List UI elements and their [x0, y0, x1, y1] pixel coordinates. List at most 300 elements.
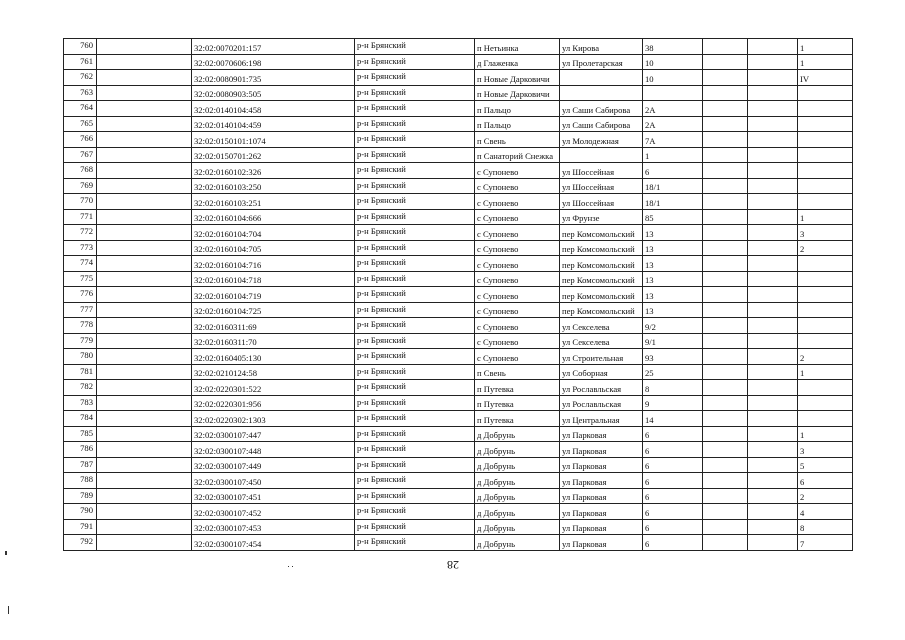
settlement: с Супонево [475, 194, 560, 210]
empty-cell [748, 535, 798, 551]
house-number: 6 [643, 426, 703, 442]
empty-cell [748, 240, 798, 256]
empty-cell [97, 54, 192, 70]
cadastral-number: 32:02:0160104:719 [192, 287, 355, 303]
settlement: п Свень [475, 132, 560, 148]
table-row [64, 318, 853, 334]
apartment-number [798, 256, 853, 272]
street: пер Комсомольский [560, 271, 643, 287]
house-number: 6 [643, 504, 703, 520]
house-number: 13 [643, 271, 703, 287]
row-number: 781 [64, 364, 97, 380]
street: пер Комсомольский [560, 287, 643, 303]
settlement: с Супонево [475, 240, 560, 256]
empty-cell [703, 287, 748, 303]
empty-cell [703, 147, 748, 163]
empty-cell [97, 504, 192, 520]
house-number: 9/1 [643, 333, 703, 349]
cadastral-number: 32:02:0150701:262 [192, 147, 355, 163]
apartment-number [798, 132, 853, 148]
empty-cell [703, 225, 748, 241]
house-number: 6 [643, 457, 703, 473]
empty-cell [97, 349, 192, 365]
table-row [64, 380, 853, 396]
cadastral-number: 32:02:0300107:453 [192, 519, 355, 535]
street: ул Саши Сабирова [560, 116, 643, 132]
street: ул Парковая [560, 535, 643, 551]
empty-cell [748, 395, 798, 411]
street: ул Парковая [560, 519, 643, 535]
cadastral-number: 32:02:0160104:718 [192, 271, 355, 287]
district: р-н Брянский [355, 380, 475, 396]
house-number: 10 [643, 70, 703, 86]
house-number: 18/1 [643, 178, 703, 194]
empty-cell [748, 271, 798, 287]
cadastral-number: 32:02:0080903:505 [192, 85, 355, 101]
street [560, 85, 643, 101]
district: р-н Брянский [355, 271, 475, 287]
cadastral-number: 32:02:0140104:459 [192, 116, 355, 132]
apartment-number: 1 [798, 54, 853, 70]
street: пер Комсомольский [560, 240, 643, 256]
house-number: 13 [643, 256, 703, 272]
district: р-н Брянский [355, 85, 475, 101]
apartment-number: 1 [798, 209, 853, 225]
empty-cell [748, 163, 798, 179]
empty-cell [748, 194, 798, 210]
cadastral-number: 32:02:0220301:956 [192, 395, 355, 411]
street: ул Парковая [560, 426, 643, 442]
settlement: д Добрунь [475, 426, 560, 442]
empty-cell [703, 194, 748, 210]
apartment-number: 1 [798, 39, 853, 55]
table-row [64, 163, 853, 179]
apartment-number: 2 [798, 240, 853, 256]
empty-cell [748, 411, 798, 427]
street: ул Молодежная [560, 132, 643, 148]
empty-cell [97, 70, 192, 86]
district: р-н Брянский [355, 240, 475, 256]
cadastral-number: 32:02:0300107:450 [192, 473, 355, 489]
street: ул Соборная [560, 364, 643, 380]
house-number: 18/1 [643, 194, 703, 210]
house-number: 6 [643, 163, 703, 179]
empty-cell [703, 70, 748, 86]
table-row [64, 426, 853, 442]
house-number: 6 [643, 535, 703, 551]
cadastral-number: 32:02:0300107:448 [192, 442, 355, 458]
empty-cell [703, 240, 748, 256]
street: ул Шоссейная [560, 163, 643, 179]
table-row [64, 54, 853, 70]
street: ул Парковая [560, 457, 643, 473]
apartment-number: 4 [798, 504, 853, 520]
empty-cell [748, 116, 798, 132]
page-number: 28 [447, 558, 459, 572]
district: р-н Брянский [355, 364, 475, 380]
cadastral-number: 32:02:0220301:522 [192, 380, 355, 396]
district: р-н Брянский [355, 457, 475, 473]
empty-cell [703, 411, 748, 427]
settlement: п Путевка [475, 411, 560, 427]
empty-cell [748, 54, 798, 70]
apartment-number: 2 [798, 488, 853, 504]
street [560, 147, 643, 163]
house-number: 8 [643, 380, 703, 396]
scan-speck [8, 606, 9, 614]
registry-table [63, 38, 853, 551]
settlement: с Супонево [475, 209, 560, 225]
house-number: 9/2 [643, 318, 703, 334]
cadastral-number: 32:02:0160104:666 [192, 209, 355, 225]
settlement: п Путевка [475, 395, 560, 411]
empty-cell [703, 488, 748, 504]
settlement: д Добрунь [475, 504, 560, 520]
house-number: 13 [643, 240, 703, 256]
district: р-н Брянский [355, 54, 475, 70]
street: ул Кирова [560, 39, 643, 55]
row-number: 767 [64, 147, 97, 163]
empty-cell [97, 519, 192, 535]
street: ул Шоссейная [560, 178, 643, 194]
row-number: 780 [64, 349, 97, 365]
row-number: 762 [64, 70, 97, 86]
district: р-н Брянский [355, 39, 475, 55]
empty-cell [748, 209, 798, 225]
apartment-number [798, 101, 853, 117]
empty-cell [97, 194, 192, 210]
apartment-number: 1 [798, 364, 853, 380]
apartment-number: 7 [798, 535, 853, 551]
table-row [64, 395, 853, 411]
row-number: 774 [64, 256, 97, 272]
district: р-н Брянский [355, 101, 475, 117]
apartment-number [798, 287, 853, 303]
street: ул Пролетарская [560, 54, 643, 70]
empty-cell [97, 457, 192, 473]
empty-cell [703, 442, 748, 458]
scan-speck [292, 566, 293, 567]
apartment-number: 1 [798, 426, 853, 442]
empty-cell [703, 132, 748, 148]
district: р-н Брянский [355, 194, 475, 210]
row-number: 784 [64, 411, 97, 427]
house-number [643, 85, 703, 101]
settlement: д Добрунь [475, 488, 560, 504]
settlement: с Супонево [475, 163, 560, 179]
empty-cell [748, 256, 798, 272]
street: ул Фрунзе [560, 209, 643, 225]
table-row [64, 116, 853, 132]
district: р-н Брянский [355, 70, 475, 86]
street: ул Рославльская [560, 380, 643, 396]
settlement: п Новые Дарковичи [475, 85, 560, 101]
settlement: д Добрунь [475, 442, 560, 458]
row-number: 761 [64, 54, 97, 70]
settlement: д Добрунь [475, 473, 560, 489]
empty-cell [703, 349, 748, 365]
table-row [64, 333, 853, 349]
row-number: 765 [64, 116, 97, 132]
row-number: 792 [64, 535, 97, 551]
apartment-number [798, 178, 853, 194]
cadastral-number: 32:02:0070201:157 [192, 39, 355, 55]
street [560, 70, 643, 86]
district: р-н Брянский [355, 535, 475, 551]
apartment-number: 6 [798, 473, 853, 489]
table-body [64, 39, 853, 551]
district: р-н Брянский [355, 147, 475, 163]
empty-cell [748, 426, 798, 442]
settlement: с Супонево [475, 349, 560, 365]
house-number: 13 [643, 287, 703, 303]
apartment-number [798, 411, 853, 427]
settlement: с Супонево [475, 256, 560, 272]
district: р-н Брянский [355, 116, 475, 132]
settlement: с Супонево [475, 333, 560, 349]
cadastral-number: 32:02:0160405:130 [192, 349, 355, 365]
empty-cell [703, 333, 748, 349]
empty-cell [97, 178, 192, 194]
apartment-number: 3 [798, 442, 853, 458]
house-number: 14 [643, 411, 703, 427]
apartment-number: 3 [798, 225, 853, 241]
apartment-number [798, 163, 853, 179]
cadastral-number: 32:02:0220302:1303 [192, 411, 355, 427]
empty-cell [703, 116, 748, 132]
table-row [64, 302, 853, 318]
settlement: с Супонево [475, 271, 560, 287]
district: р-н Брянский [355, 333, 475, 349]
row-number: 791 [64, 519, 97, 535]
empty-cell [748, 504, 798, 520]
settlement: п Пальцо [475, 116, 560, 132]
empty-cell [97, 271, 192, 287]
empty-cell [97, 318, 192, 334]
settlement: с Супонево [475, 318, 560, 334]
cadastral-number: 32:02:0300107:449 [192, 457, 355, 473]
empty-cell [97, 101, 192, 117]
empty-cell [703, 85, 748, 101]
table-row [64, 271, 853, 287]
apartment-number [798, 194, 853, 210]
cadastral-number: 32:02:0150101:1074 [192, 132, 355, 148]
empty-cell [97, 147, 192, 163]
house-number: 6 [643, 519, 703, 535]
table-row [64, 178, 853, 194]
cadastral-number: 32:02:0160104:725 [192, 302, 355, 318]
scan-speck [5, 551, 7, 555]
empty-cell [97, 287, 192, 303]
table-row [64, 225, 853, 241]
row-number: 768 [64, 163, 97, 179]
empty-cell [748, 442, 798, 458]
apartment-number: 2 [798, 349, 853, 365]
settlement: с Супонево [475, 302, 560, 318]
empty-cell [748, 380, 798, 396]
row-number: 760 [64, 39, 97, 55]
table-row [64, 411, 853, 427]
cadastral-number: 32:02:0140104:458 [192, 101, 355, 117]
apartment-number [798, 302, 853, 318]
row-number: 771 [64, 209, 97, 225]
street: ул Парковая [560, 488, 643, 504]
empty-cell [703, 39, 748, 55]
row-number: 789 [64, 488, 97, 504]
empty-cell [97, 225, 192, 241]
settlement: п Нетьинка [475, 39, 560, 55]
empty-cell [97, 364, 192, 380]
settlement: с Супонево [475, 178, 560, 194]
street: пер Комсомольский [560, 256, 643, 272]
settlement: с Супонево [475, 287, 560, 303]
street: ул Саши Сабирова [560, 101, 643, 117]
empty-cell [703, 209, 748, 225]
district: р-н Брянский [355, 519, 475, 535]
house-number: 9 [643, 395, 703, 411]
row-number: 763 [64, 85, 97, 101]
empty-cell [97, 535, 192, 551]
street: ул Строительная [560, 349, 643, 365]
street: ул Шоссейная [560, 194, 643, 210]
row-number: 772 [64, 225, 97, 241]
house-number: 7А [643, 132, 703, 148]
district: р-н Брянский [355, 132, 475, 148]
empty-cell [703, 380, 748, 396]
empty-cell [748, 101, 798, 117]
street: ул Центральная [560, 411, 643, 427]
table-row [64, 535, 853, 551]
cadastral-number: 32:02:0300107:454 [192, 535, 355, 551]
row-number: 788 [64, 473, 97, 489]
district: р-н Брянский [355, 473, 475, 489]
table-row [64, 457, 853, 473]
empty-cell [703, 302, 748, 318]
district: р-н Брянский [355, 318, 475, 334]
empty-cell [748, 364, 798, 380]
table-row [64, 364, 853, 380]
district: р-н Брянский [355, 411, 475, 427]
apartment-number: IV [798, 70, 853, 86]
row-number: 790 [64, 504, 97, 520]
empty-cell [703, 318, 748, 334]
table-row [64, 70, 853, 86]
table-row [64, 504, 853, 520]
district: р-н Брянский [355, 349, 475, 365]
house-number: 38 [643, 39, 703, 55]
empty-cell [748, 70, 798, 86]
street: пер Комсомольский [560, 225, 643, 241]
cadastral-number: 32:02:0300107:451 [192, 488, 355, 504]
scan-speck [288, 566, 289, 567]
settlement: д Добрунь [475, 457, 560, 473]
row-number: 779 [64, 333, 97, 349]
street: ул Парковая [560, 473, 643, 489]
row-number: 786 [64, 442, 97, 458]
house-number: 6 [643, 442, 703, 458]
empty-cell [97, 163, 192, 179]
settlement: д Глаженка [475, 54, 560, 70]
row-number: 775 [64, 271, 97, 287]
empty-cell [703, 426, 748, 442]
apartment-number [798, 271, 853, 287]
empty-cell [97, 302, 192, 318]
cadastral-number: 32:02:0300107:447 [192, 426, 355, 442]
empty-cell [97, 209, 192, 225]
table-row [64, 209, 853, 225]
district: р-н Брянский [355, 209, 475, 225]
empty-cell [748, 457, 798, 473]
settlement: п Новые Дарковичи [475, 70, 560, 86]
house-number: 93 [643, 349, 703, 365]
district: р-н Брянский [355, 302, 475, 318]
cadastral-number: 32:02:0210124:58 [192, 364, 355, 380]
street: ул Парковая [560, 504, 643, 520]
empty-cell [748, 302, 798, 318]
table-row [64, 473, 853, 489]
apartment-number [798, 85, 853, 101]
district: р-н Брянский [355, 488, 475, 504]
settlement: п Путевка [475, 380, 560, 396]
empty-cell [703, 364, 748, 380]
row-number: 783 [64, 395, 97, 411]
table-row [64, 101, 853, 117]
empty-cell [748, 39, 798, 55]
table-row [64, 194, 853, 210]
empty-cell [97, 395, 192, 411]
house-number: 13 [643, 225, 703, 241]
street: ул Секселева [560, 333, 643, 349]
table-row [64, 349, 853, 365]
empty-cell [97, 411, 192, 427]
empty-cell [748, 333, 798, 349]
row-number: 766 [64, 132, 97, 148]
empty-cell [703, 519, 748, 535]
empty-cell [748, 519, 798, 535]
row-number: 778 [64, 318, 97, 334]
empty-cell [703, 256, 748, 272]
house-number: 2А [643, 101, 703, 117]
empty-cell [97, 488, 192, 504]
house-number: 25 [643, 364, 703, 380]
house-number: 1 [643, 147, 703, 163]
table-row [64, 39, 853, 55]
table-row [64, 488, 853, 504]
district: р-н Брянский [355, 178, 475, 194]
street: ул Парковая [560, 442, 643, 458]
district: р-н Брянский [355, 442, 475, 458]
settlement: п Пальцо [475, 101, 560, 117]
apartment-number [798, 380, 853, 396]
cadastral-number: 32:02:0160103:250 [192, 178, 355, 194]
row-number: 770 [64, 194, 97, 210]
street: ул Секселева [560, 318, 643, 334]
house-number: 13 [643, 302, 703, 318]
empty-cell [748, 225, 798, 241]
apartment-number: 5 [798, 457, 853, 473]
apartment-number: 8 [798, 519, 853, 535]
cadastral-number: 32:02:0160311:69 [192, 318, 355, 334]
empty-cell [97, 240, 192, 256]
settlement: п Свень [475, 364, 560, 380]
apartment-number [798, 147, 853, 163]
apartment-number [798, 116, 853, 132]
street: ул Рославльская [560, 395, 643, 411]
empty-cell [703, 271, 748, 287]
table-row [64, 85, 853, 101]
row-number: 785 [64, 426, 97, 442]
cadastral-number: 32:02:0080901:735 [192, 70, 355, 86]
